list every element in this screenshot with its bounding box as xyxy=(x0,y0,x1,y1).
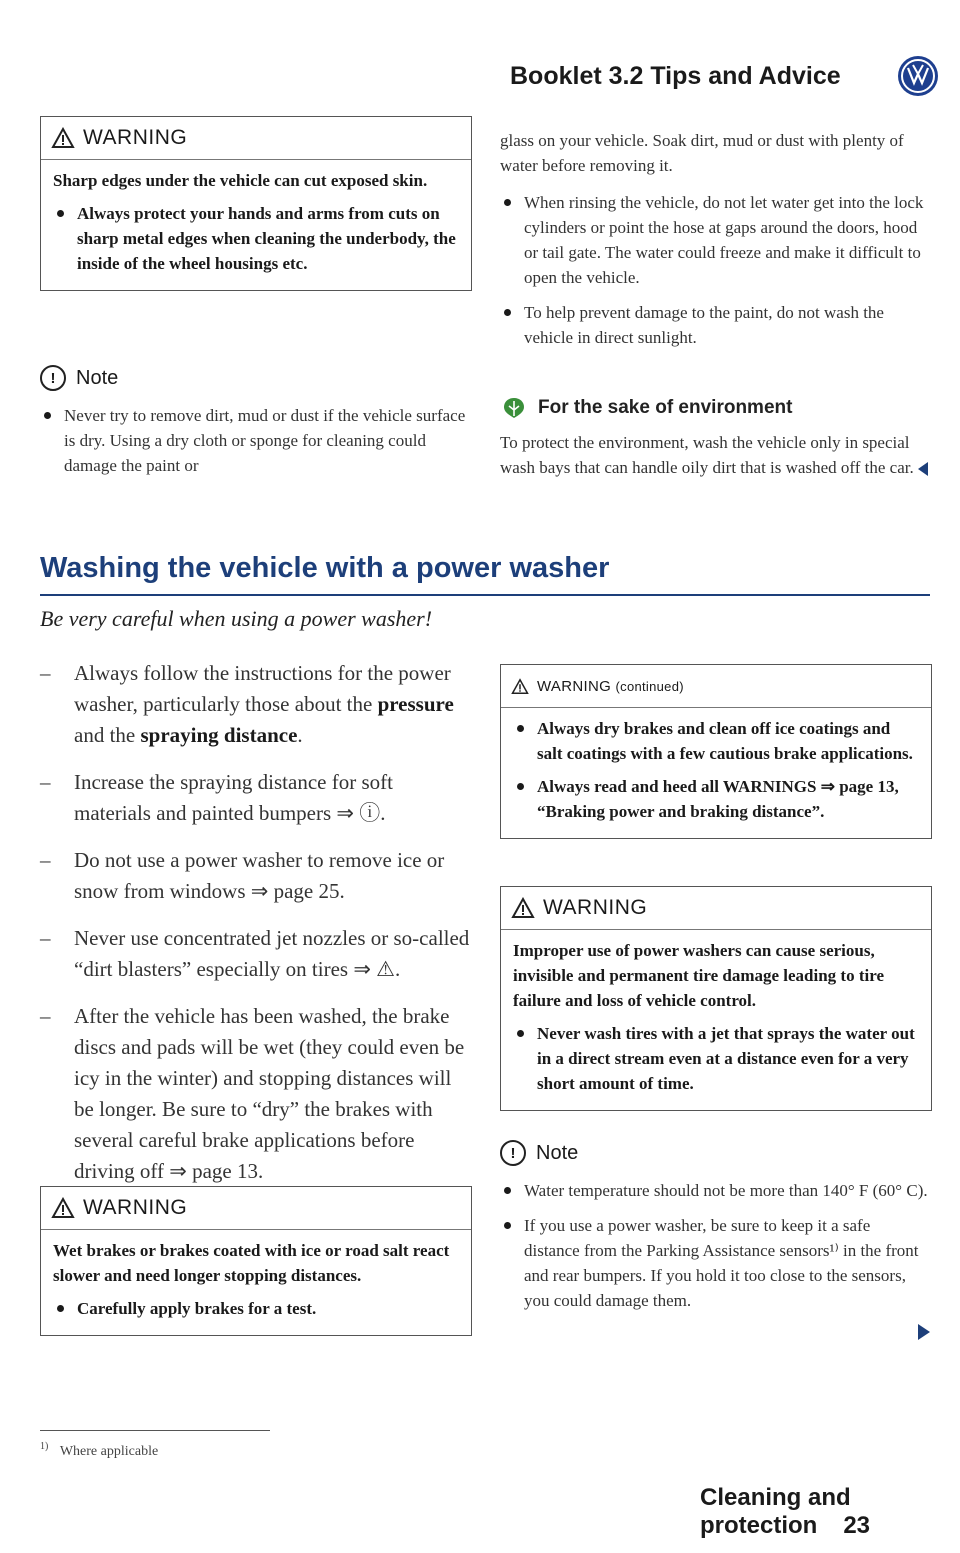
section-divider xyxy=(40,594,930,596)
note-bullet: Never try to remove dirt, mud or dust if the vehicle surface is dry. Using a dry cloth or sponge for cleaning could damage the paint or xyxy=(40,403,470,478)
note-bullet: Water temperature should not be more than 140° F (60° C). xyxy=(500,1178,930,1203)
warning-label: WARNING xyxy=(543,896,648,919)
section-title: Washing the vehicle with a power washer xyxy=(40,552,610,584)
step-1-distance: spraying distance xyxy=(140,723,298,747)
environment-icon xyxy=(500,396,528,420)
footnote-rule xyxy=(40,1430,270,1431)
footnote xyxy=(40,1430,270,1460)
page-footer xyxy=(700,1484,960,1540)
warning-header xyxy=(501,887,931,930)
step-item: – After the vehicle has been washed, the brake discs and pads will be wet (they could even be icy in the winter) and stopping distances will be longer. Be sure to “dry” the brakes with several careful brake applications before driving off ⇒ page 13. xyxy=(40,1001,470,1187)
warning-icon xyxy=(511,678,529,695)
page-header xyxy=(500,56,940,100)
page-number: 23 xyxy=(843,1512,871,1539)
note-label: Note xyxy=(76,366,119,389)
end-of-section-icon xyxy=(918,462,928,476)
note-label: Note xyxy=(536,1141,579,1164)
warning-bullet: Always dry brakes and clean off ice coatings and salt coatings with a few cautious brake applications. xyxy=(513,716,919,766)
warning-header xyxy=(41,117,471,160)
warning-icon xyxy=(51,1197,75,1219)
warning-icon xyxy=(51,127,75,149)
warning-box-continued xyxy=(500,664,932,839)
warning-box-brakes xyxy=(40,1186,472,1336)
step-1-text: Always follow the instructions for the power washer, particularly those about the xyxy=(74,661,451,716)
warning-bullet: Carefully apply brakes for a test. xyxy=(53,1296,459,1321)
warning-label-text: WARNING xyxy=(537,677,612,695)
section-subtitle: Be very careful when using a power washer! xyxy=(40,606,433,631)
continue-arrow-icon xyxy=(918,1324,930,1340)
info-icon: ! xyxy=(40,365,66,391)
warning-bullet: Always read and heed all WARNINGS ⇒ page 13, “Braking power and braking distance”. xyxy=(513,774,919,824)
warning-label xyxy=(537,678,684,695)
note-header xyxy=(40,365,470,391)
warning-bullet: Always protect your hands and arms from cuts on sharp metal edges when cleaning the underbody, the inside of the wheel housings etc. xyxy=(53,201,459,276)
note-header xyxy=(500,1140,930,1166)
step-item: – Increase the spraying distance for soft materials and painted bumpers ⇒ ⓘ. xyxy=(40,767,470,829)
environment-label: For the sake of environment xyxy=(538,397,793,418)
warning-text: Wet brakes or brakes coated with ice or road salt react slower and need longer stopping distances. xyxy=(53,1241,450,1285)
footnote-mark: 1) xyxy=(40,1441,49,1452)
step-item: – Never use concentrated jet nozzles or so-called “dirt blasters” especially on tires ⇒ ⚠. xyxy=(40,923,470,985)
warning-box-top xyxy=(40,116,472,291)
step-1-pressure: pressure xyxy=(377,692,454,716)
rinse-bullet: When rinsing the vehicle, do not let water get into the lock cylinders or point the hose at gaps around the doors, hood or tail gate. The water could freeze and make it difficult to open the vehicle. xyxy=(500,190,930,290)
step-1-period: . xyxy=(297,723,303,747)
note-right xyxy=(500,1140,930,1323)
warning-bullet: Never wash tires with a jet that sprays the water out in a direct stream even at a distance even for a very short amount of time. xyxy=(513,1021,919,1096)
warning-label: WARNING xyxy=(83,1196,188,1219)
environment-header xyxy=(500,396,930,420)
environment-note xyxy=(500,396,930,480)
continued-text: glass on your vehicle. Soak dirt, mud or dust with plenty of water before removing it. xyxy=(500,131,904,175)
info-icon: ! xyxy=(500,1140,526,1166)
step-1-and: and the xyxy=(74,723,136,747)
warning-text: Improper use of power washers can cause serious, invisible and permanent tire damage leading to tire failure and loss of vehicle control. xyxy=(513,941,885,1010)
warning-header xyxy=(501,665,931,708)
header-title: Booklet 3.2 Tips and Advice xyxy=(510,62,841,90)
steps-list xyxy=(40,658,470,1203)
warning-header xyxy=(41,1187,471,1230)
warning-label: WARNING xyxy=(83,126,188,149)
note-top xyxy=(40,365,470,488)
note-bullet: If you use a power washer, be sure to keep it a safe distance from the Parking Assistance sensors¹⁾ in the front and rear bumpers. If you hold it too close to the sensors, you could damage them. xyxy=(500,1213,930,1313)
environment-text: To protect the environment, wash the vehicle only in special wash bays that can handle oily dirt that is washed off the car. xyxy=(500,433,914,477)
continued-label: (continued) xyxy=(615,678,684,694)
step-item xyxy=(40,658,470,751)
sunlight-bullet: To help prevent damage to the paint, do not wash the vehicle in direct sunlight. xyxy=(500,300,930,350)
footnote-text: Where applicable xyxy=(59,1443,159,1459)
warning-text: Sharp edges under the vehicle can cut exposed skin. xyxy=(53,171,428,190)
right-top-text xyxy=(500,128,930,360)
step-item: – Do not use a power washer to remove ice or snow from windows ⇒ page 25. xyxy=(40,845,470,907)
warning-icon xyxy=(511,897,535,919)
footer-section: Cleaning and protection xyxy=(700,1484,851,1539)
warning-box-tires xyxy=(500,886,932,1111)
vw-logo-icon xyxy=(898,56,938,96)
